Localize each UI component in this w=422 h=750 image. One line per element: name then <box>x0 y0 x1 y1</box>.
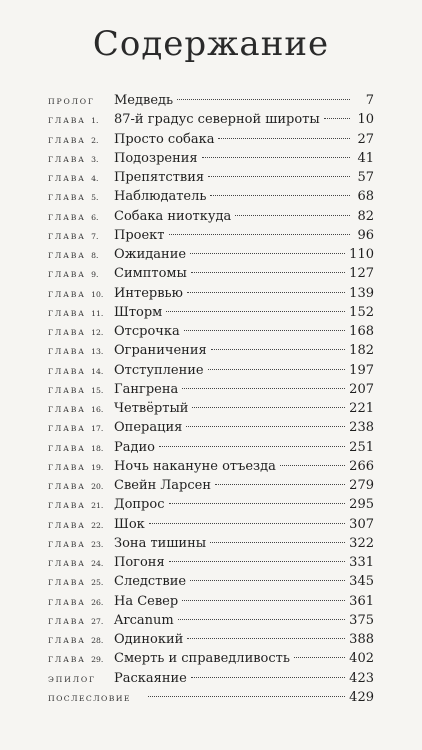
toc-entry <box>48 515 374 534</box>
toc-entry-number: 3. <box>91 154 99 164</box>
toc-entry-label <box>48 477 114 496</box>
toc-entry-kind: ГЛАВА <box>48 443 86 453</box>
toc-entry-body <box>114 476 374 495</box>
toc-entry-title: Зона тишины <box>114 535 207 551</box>
toc-dot-leader <box>218 138 350 139</box>
toc-entry-number: 5. <box>91 193 99 203</box>
toc-entry-body <box>114 515 374 534</box>
toc-entry-body <box>114 168 374 187</box>
toc-entry-title: Шок <box>114 516 145 532</box>
toc-entry-page: 182 <box>349 343 374 359</box>
toc-entry-title: Свейн Ларсен <box>114 478 211 493</box>
toc-entry <box>48 207 374 226</box>
toc-entry-title: Четвёртый <box>114 401 189 416</box>
toc-entry-body <box>114 649 374 668</box>
toc-entry-body <box>114 418 374 437</box>
toc-entry-number: 2. <box>91 135 99 145</box>
toc-dot-leader <box>184 330 345 331</box>
toc-entry-label <box>48 419 114 438</box>
toc-entry-kind: ГЛАВА <box>48 251 86 260</box>
toc-entry-title: Погоня <box>114 555 165 570</box>
toc-entry-label <box>48 496 114 515</box>
toc-entry-body <box>114 534 374 553</box>
toc-entry-kind: ЭПИЛОГ <box>48 674 96 684</box>
toc-entry-title: Отсрочка <box>114 324 180 339</box>
toc-entry-label <box>48 169 114 188</box>
toc-entry-kind: ГЛАВА <box>48 424 86 434</box>
toc-entry-label <box>48 458 114 477</box>
toc-entry-kind: ГЛАВА <box>48 462 86 472</box>
toc-entry-title: Шторм <box>114 304 163 320</box>
toc-entry <box>48 341 374 360</box>
toc-entry-body <box>114 110 374 129</box>
toc-entry-body <box>114 322 374 341</box>
toc-entry <box>48 91 374 110</box>
toc-entry-number: 19. <box>91 462 104 472</box>
toc-entry-body <box>114 630 374 649</box>
toc-entry-title: Собака ниоткуда <box>114 208 232 224</box>
toc-entry-number: 14. <box>91 366 104 376</box>
toc-entry-page: 41 <box>357 150 374 166</box>
toc-dot-leader <box>148 696 345 697</box>
toc-entry <box>48 303 374 322</box>
toc-entry-page: 345 <box>349 574 374 590</box>
toc-entry-label <box>48 400 114 419</box>
toc-entry-number: 28. <box>91 636 104 645</box>
toc-entry-title: На Север <box>114 593 179 609</box>
toc-entry-title: Ночь накануне отъезда <box>114 458 276 474</box>
toc-entry-page: 307 <box>349 516 374 532</box>
toc-entry-number: 22. <box>91 520 104 530</box>
toc-entry <box>48 669 374 688</box>
toc-dot-leader <box>294 657 345 658</box>
toc-dot-leader <box>190 580 345 581</box>
toc-entry-page: 221 <box>349 401 374 416</box>
toc-entry-label <box>48 381 114 400</box>
toc-entry-title: Симптомы <box>114 266 187 282</box>
toc-entry-number: 21. <box>91 501 104 511</box>
toc-entry-body <box>114 130 374 149</box>
toc-entry-body <box>114 611 374 630</box>
toc-entry-label <box>48 670 114 689</box>
toc-entry <box>48 226 374 245</box>
toc-entry-label <box>48 265 114 284</box>
toc-entry-title: Ограничения <box>114 343 207 359</box>
toc-entry-label <box>48 246 114 265</box>
toc-entry-body <box>144 688 374 707</box>
toc-entry <box>48 476 374 495</box>
toc-entry-number: 25. <box>91 578 104 588</box>
toc-entry-kind: ГЛАВА <box>48 135 86 145</box>
toc-entry <box>48 438 374 457</box>
toc-entry-number: 13. <box>91 347 104 357</box>
toc-entry-kind: ГЛАВА <box>48 154 86 164</box>
toc-entry-page: 82 <box>357 208 374 224</box>
toc-entry-kind: ГЛАВА <box>48 116 86 126</box>
toc-entry-number: 11. <box>91 308 104 318</box>
toc-dot-leader <box>187 292 345 293</box>
toc-entry <box>48 553 374 572</box>
toc-entry-label <box>48 689 144 708</box>
toc-entry-kind: ГЛАВА <box>48 520 86 530</box>
toc-dot-leader <box>149 523 345 524</box>
toc-entry-label <box>48 111 114 130</box>
toc-entry-kind: ГЛАВА <box>48 193 86 203</box>
toc-entry-page: 295 <box>349 497 374 513</box>
toc-entry-title: Следствие <box>114 574 187 590</box>
toc-entry-title: Операция <box>114 420 183 436</box>
toc-dot-leader <box>182 600 345 601</box>
toc-entry-number: 10. <box>91 289 104 299</box>
toc-entry-page: 423 <box>349 670 374 686</box>
toc-entry-body <box>114 553 374 572</box>
toc-entry-label <box>48 554 114 573</box>
toc-entry <box>48 688 374 707</box>
toc-entry-title: Одинокий <box>114 632 184 647</box>
toc-entry-title: Гангрена <box>114 381 179 397</box>
toc-entry <box>48 592 374 611</box>
toc-entry <box>48 284 374 303</box>
toc-entry-label <box>48 227 114 246</box>
toc-entry-page: 361 <box>349 593 374 609</box>
toc-dot-leader <box>208 176 350 177</box>
toc-dot-leader <box>210 542 345 543</box>
toc-entry-page: 110 <box>349 247 374 262</box>
toc-dot-leader <box>166 311 345 312</box>
toc-entry <box>48 245 374 264</box>
toc-entry-kind: ГЛАВА <box>48 636 86 645</box>
toc-entry-label <box>48 131 114 150</box>
toc-entry-title: Медведь <box>114 93 174 108</box>
toc-entry-number: 18. <box>91 443 104 453</box>
toc-entry-title: Интервью <box>114 285 183 301</box>
toc-entry-kind: ПОСЛЕСЛОВИЕ <box>48 693 131 703</box>
toc-entry <box>48 649 374 668</box>
toc-dot-leader <box>190 253 345 254</box>
toc-entry-kind: ГЛАВА <box>48 347 86 357</box>
toc-entry-title: Просто собака <box>114 131 215 147</box>
toc-entry-label <box>48 650 114 669</box>
toc-entry-page: 388 <box>349 632 374 647</box>
toc-entry-kind: ГЛАВА <box>48 289 86 299</box>
toc-entry <box>48 399 374 418</box>
table-of-contents <box>48 91 374 707</box>
toc-entry-label <box>48 362 114 381</box>
toc-entry-page: 197 <box>349 362 374 378</box>
toc-entry-body <box>114 361 374 380</box>
toc-entry-label <box>48 631 114 650</box>
toc-dot-leader <box>191 272 345 273</box>
toc-entry-page: 279 <box>349 478 374 493</box>
toc-dot-leader <box>177 99 350 100</box>
toc-entry-body <box>114 495 374 514</box>
toc-entry-number: 15. <box>91 385 104 395</box>
toc-entry-page: 375 <box>349 612 374 628</box>
toc-entry-number: 12. <box>91 328 104 337</box>
toc-entry <box>48 495 374 514</box>
toc-dot-leader <box>191 677 345 678</box>
toc-entry-kind: ПРОЛОГ <box>48 97 95 106</box>
toc-entry-title: 87-й градус северной широты <box>114 112 320 128</box>
toc-entry-kind: ГЛАВА <box>48 270 86 280</box>
toc-entry-body <box>114 91 374 110</box>
toc-entry-label <box>48 593 114 612</box>
toc-entry-page: 10 <box>357 112 374 128</box>
toc-entry-page: 266 <box>349 458 374 474</box>
toc-dot-leader <box>169 561 346 562</box>
toc-entry-title: Подозрения <box>114 150 198 166</box>
toc-entry-label <box>48 612 114 631</box>
toc-entry-number: 6. <box>91 212 99 222</box>
toc-entry-title: Раскаяние <box>114 670 187 686</box>
toc-entry <box>48 130 374 149</box>
toc-entry <box>48 168 374 187</box>
toc-entry-body <box>114 245 374 264</box>
toc-entry <box>48 457 374 476</box>
toc-dot-leader <box>182 388 345 389</box>
toc-entry-body <box>114 438 374 457</box>
toc-entry <box>48 572 374 591</box>
toc-entry-kind: ГЛАВА <box>48 212 86 222</box>
toc-entry-page: 127 <box>349 266 374 282</box>
toc-entry-page: 429 <box>349 689 374 705</box>
toc-entry <box>48 534 374 553</box>
toc-entry-kind: ГЛАВА <box>48 231 86 241</box>
toc-entry <box>48 264 374 283</box>
toc-entry-kind: ГЛАВА <box>48 366 86 376</box>
toc-entry-number: 17. <box>91 424 104 434</box>
page-title: Содержание <box>92 24 330 64</box>
toc-entry-label <box>48 573 114 592</box>
toc-entry-body <box>114 669 374 688</box>
toc-dot-leader <box>187 638 345 639</box>
toc-entry <box>48 110 374 129</box>
toc-entry-page: 139 <box>349 285 374 301</box>
toc-entry-body <box>114 457 374 476</box>
toc-entry-number: 26. <box>91 597 104 607</box>
toc-entry-page: 152 <box>349 304 374 320</box>
toc-entry-kind: ГЛАВА <box>48 308 86 318</box>
toc-entry-label <box>48 285 114 304</box>
toc-entry <box>48 630 374 649</box>
toc-entry-body <box>114 149 374 168</box>
toc-entry <box>48 611 374 630</box>
toc-entry-title: Ожидание <box>114 247 187 262</box>
toc-entry-number: 24. <box>91 559 104 568</box>
toc-entry-title: Смерть и справедливость <box>114 651 290 667</box>
toc-entry-title: Проект <box>114 227 165 243</box>
toc-entry-kind: ГЛАВА <box>48 385 86 395</box>
toc-entry-label <box>48 535 114 554</box>
toc-entry-label <box>48 150 114 169</box>
toc-entry-body <box>114 264 374 283</box>
toc-entry-label <box>48 439 114 458</box>
toc-entry-page: 96 <box>357 227 374 243</box>
toc-entry-page: 7 <box>365 93 374 108</box>
toc-entry-page: 402 <box>349 651 374 667</box>
toc-entry-body <box>114 226 374 245</box>
toc-dot-leader <box>215 484 345 485</box>
toc-entry <box>48 380 374 399</box>
toc-dot-leader <box>210 195 350 196</box>
toc-entry-number: 7. <box>91 231 99 241</box>
toc-entry-body <box>114 380 374 399</box>
toc-dot-leader <box>202 157 350 158</box>
toc-entry-page: 331 <box>349 555 374 570</box>
toc-dot-leader <box>192 407 345 408</box>
toc-entry-number: 27. <box>91 616 104 626</box>
toc-dot-leader <box>169 503 346 504</box>
toc-entry-page: 27 <box>357 131 374 147</box>
toc-dot-leader <box>159 446 345 447</box>
toc-entry-title: Допрос <box>114 497 165 513</box>
toc-entry-kind: ГЛАВА <box>48 597 86 607</box>
toc-entry-kind: ГЛАВА <box>48 539 86 549</box>
toc-dot-leader <box>324 118 350 119</box>
toc-dot-leader <box>186 426 345 427</box>
toc-entry-page: 168 <box>349 324 374 339</box>
toc-entry-label <box>48 208 114 227</box>
toc-entry <box>48 149 374 168</box>
toc-entry-body <box>114 341 374 360</box>
toc-entry <box>48 322 374 341</box>
toc-entry-kind: ГЛАВА <box>48 501 86 511</box>
toc-entry-title: Препятствия <box>114 170 205 185</box>
toc-entry-page: 68 <box>357 189 374 205</box>
toc-entry-title: Отступление <box>114 362 204 378</box>
toc-entry-page: 251 <box>349 439 374 455</box>
toc-entry-body <box>114 207 374 226</box>
toc-entry-label <box>48 342 114 361</box>
toc-entry-page: 322 <box>349 535 374 551</box>
toc-entry-kind: ГЛАВА <box>48 328 86 337</box>
toc-entry-label <box>48 516 114 535</box>
toc-entry-number: 8. <box>91 251 99 260</box>
toc-entry-kind: ГЛАВА <box>48 174 86 183</box>
toc-entry-title: Наблюдатель <box>114 189 207 205</box>
toc-dot-leader <box>211 349 345 350</box>
toc-entry-body <box>114 187 374 206</box>
toc-entry-kind: ГЛАВА <box>48 405 86 414</box>
toc-entry-number: 1. <box>91 116 99 126</box>
toc-entry-label <box>48 304 114 323</box>
toc-entry-number: 16. <box>91 405 104 414</box>
toc-dot-leader <box>178 619 345 620</box>
toc-dot-leader <box>235 215 350 216</box>
toc-entry-body <box>114 303 374 322</box>
toc-entry-number: 9. <box>91 270 99 280</box>
toc-entry-kind: ГЛАВА <box>48 616 86 626</box>
toc-entry-body <box>114 284 374 303</box>
toc-dot-leader <box>280 465 345 466</box>
toc-entry-label <box>48 323 114 342</box>
toc-dot-leader <box>208 369 346 370</box>
toc-entry-kind: ГЛАВА <box>48 578 86 588</box>
toc-entry-body <box>114 592 374 611</box>
toc-entry-body <box>114 399 374 418</box>
toc-entry-number: 20. <box>91 482 104 491</box>
toc-entry <box>48 418 374 437</box>
toc-entry-body <box>114 572 374 591</box>
toc-entry-page: 57 <box>357 170 374 185</box>
toc-entry-kind: ГЛАВА <box>48 559 86 568</box>
toc-entry-page: 238 <box>349 420 374 436</box>
toc-entry <box>48 187 374 206</box>
toc-entry-number: 4. <box>91 174 99 183</box>
toc-entry-page: 207 <box>349 381 374 397</box>
toc-entry-label <box>48 188 114 207</box>
toc-entry-kind: ГЛАВА <box>48 655 86 665</box>
toc-entry-number: 29. <box>91 655 104 665</box>
toc-entry-title: Радио <box>114 439 155 455</box>
toc-entry <box>48 361 374 380</box>
toc-entry-title: Arcanum <box>114 612 174 628</box>
toc-entry-kind: ГЛАВА <box>48 482 86 491</box>
toc-entry-label <box>48 92 114 111</box>
toc-entry-number: 23. <box>91 539 104 549</box>
toc-dot-leader <box>169 234 351 235</box>
